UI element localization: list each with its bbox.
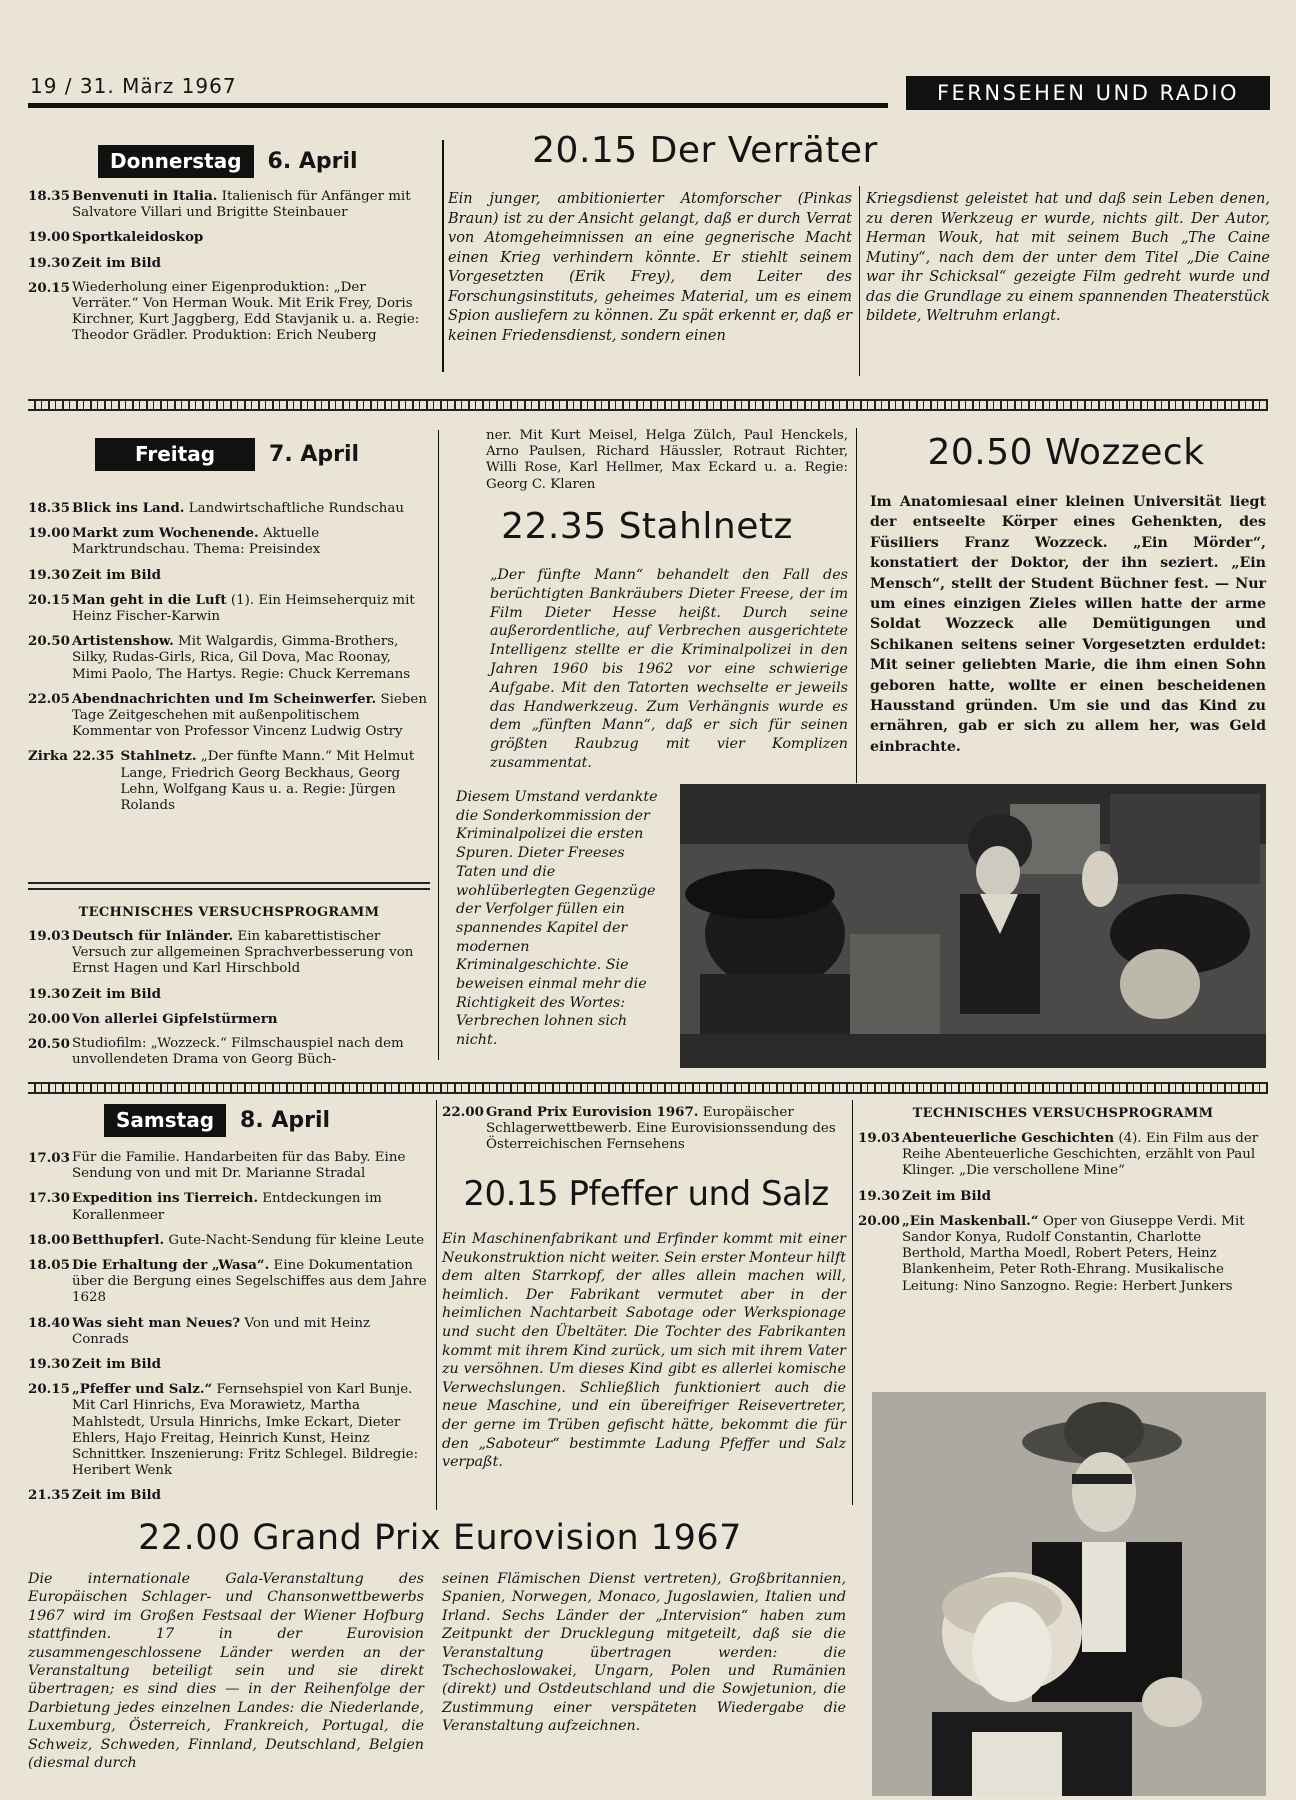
program-time: 19.03 xyxy=(28,928,70,944)
program-title: Zeit im Bild xyxy=(72,566,162,583)
program-time: 22.05 xyxy=(28,690,70,707)
feature-text-grand-prix-col2: seinen Flämischen Dienst vertreten), Großbritannien, Spanien, Norwegen, Monaco, Jugoslawien, Italien und Irland. Sechs Länder der „Intervision“ haben zum Zeitpunkt der Drucklegung mitgeteilt, daß sie die Veranstaltung übertragen werden: die Tschechoslowakei, Ungarn, Polen und Rumänien (direkt) und Ostdeutschland und die Sowjetunion, die Zustimmung einer verspäteten Wiedergabe die Veranstaltung aufzeichnen. xyxy=(442,1571,846,1735)
section-divider xyxy=(28,399,1268,411)
program-list-friday xyxy=(28,500,430,822)
program-title: Sportkaleidoskop xyxy=(72,229,204,246)
tech-program-list-saturday xyxy=(858,1130,1268,1303)
tech-program-title-saturday: TECHNISCHES VERSUCHSPROGRAMM xyxy=(912,1106,1214,1121)
program-title: „Pfeffer und Salz.“ xyxy=(72,1381,213,1398)
program-desc: Entdeckungen im Korallenmeer xyxy=(72,1191,382,1223)
program-time: 17.30 xyxy=(28,1190,70,1207)
program-time: 20.15 xyxy=(28,1381,70,1398)
feature-text-grand-prix-col1: Die internationale Gala-Veranstaltung des Europäischen Schlager- und Chansonwettbewerbs 1967 wird im Großen Festsaal der Wiener Hofburg stattfinden. 17 in der Eurovision zusammengeschlossene Länder werden an der Veranstaltung beteiligt sein und sie direkt übertragen; es sind dies — in der Reihenfolge der Darbietung jedes einzelnen Landes: die Niederlande, Luxemburg, Österreich, Frankreich, Portugal, die Schweiz, Schweden, Finnland, Deutschland, Belgien (diesmal durch xyxy=(28,1571,424,1772)
program-desc: Eine Dokumentation über die Bergung eines Segelschiffes aus dem Jahre 1628 xyxy=(72,1258,427,1306)
program-time: 21.35 xyxy=(28,1487,70,1504)
feature-title-stahlnetz: 22.35 Stahlnetz xyxy=(501,506,793,547)
program-title: Artistenshow. xyxy=(72,633,174,650)
pfeffer-photo xyxy=(872,1392,1266,1796)
program-desc: Von und mit Heinz Conrads xyxy=(72,1315,371,1347)
feature-text-verraeter-col2: Kriegsdienst geleistet hat und daß sein Leben denen, zu deren Werkzeug er wurde, nichts gilt. Der Autor, Herman Wouk, hat mit seinem Buch „The Caine Mutiny“, nach dem der unter dem Titel „Die Caine war ihr Schicksal“ gezeigte Film gedreht wurde und das die Grundlage zu einem spannenden Theaterstück bildete, Weltruhm erlangt. xyxy=(866,191,1270,324)
column-divider xyxy=(859,186,860,376)
program-title: „Ein Maskenball.“ xyxy=(902,1212,1039,1229)
program-time: 20.00 xyxy=(28,1010,70,1027)
program-title: Grand Prix Eurovision 1967. xyxy=(486,1104,699,1120)
program-time: 20.50 xyxy=(28,633,70,650)
column-divider xyxy=(852,1100,853,1505)
program-desc: (4). Ein Film aus der Reihe Abenteuerliche Geschichten, erzählt von Paul Klinger. „Die verschollene Mine“ xyxy=(902,1131,1259,1179)
program-title: Deutsch für Inländer. xyxy=(72,928,234,944)
list-item xyxy=(28,986,430,1003)
list-item xyxy=(858,1213,1268,1295)
section-title: FERNSEHEN UND RADIO xyxy=(906,76,1270,110)
day-header-friday xyxy=(95,438,359,471)
program-time: 19.00 xyxy=(28,229,70,246)
program-title: Zeit im Bild xyxy=(902,1187,992,1204)
program-time: 22.00 xyxy=(442,1104,484,1120)
feature-text-stahlnetz: „Der fünfte Mann“ behandelt den Fall des berüchtigten Bankräubers Dieter Freese, der im Film Dieter Hesse heißt. Durch seine außerordentliche, auf Verbrechen ausgerichtete Intelligenz stellte er die Kriminalpolizei in den Jahren 1960 bis 1962 vor eine schwierige Aufgabe. Mit den Tatorten wechselte er jeweils das Handwerkzeug. Zum Verhängnis wurde es dem „fünften Mann“, daß er sich für seinen größten Raubzug mit vier Komplizen zusammentat. xyxy=(490,567,848,771)
program-continuation: ner. Mit Kurt Meisel, Helga Zülch, Paul Henckels, Arno Paulsen, Richard Häussler, Rotraut Richter, Willi Rose, Karl Hellmer, Max Eckard u. a. Regie: Georg C. Klaren xyxy=(486,428,848,492)
feature-title-grand-prix: 22.00 Grand Prix Eurovision 1967 xyxy=(138,1518,742,1558)
program-desc: (1). Ein Heimseherquiz mit Heinz Fischer-Karwin xyxy=(72,592,415,625)
photo-scene-image xyxy=(680,784,1266,1068)
program-time: 19.00 xyxy=(28,525,70,542)
program-title: Zeit im Bild xyxy=(72,1487,162,1504)
day-date: 8. April xyxy=(240,1108,331,1133)
program-time: 19.30 xyxy=(28,985,70,1002)
program-time: Zirka 22.35 xyxy=(28,748,115,765)
list-item xyxy=(28,188,430,221)
list-item xyxy=(858,1130,1268,1180)
list-item xyxy=(28,525,430,558)
feature-title-verraeter: 20.15 Der Verräter xyxy=(532,130,878,171)
list-item xyxy=(28,500,430,517)
list-item xyxy=(28,229,430,246)
program-title: Was sieht man Neues? xyxy=(72,1314,241,1331)
list-item xyxy=(28,633,430,683)
list-item xyxy=(28,1356,430,1373)
list-item xyxy=(28,1011,430,1028)
day-label: Donnerstag xyxy=(98,145,254,178)
section-divider xyxy=(28,1082,1268,1094)
list-item xyxy=(28,1257,430,1307)
divider-double xyxy=(28,882,430,890)
day-date: 6. April xyxy=(267,149,358,174)
program-time: 20.15 xyxy=(28,279,70,296)
program-desc: Italienisch für Anfänger mit Salvatore Villari und Brigitte Steinbauer xyxy=(72,189,411,221)
day-label: Samstag xyxy=(104,1104,226,1137)
program-desc: Gute-Nacht-Sendung für kleine Leute xyxy=(168,1232,425,1248)
list-item xyxy=(28,1190,430,1223)
list-item-grand-prix xyxy=(442,1104,846,1154)
stahlnetz-photo xyxy=(680,784,1266,1068)
program-time: 18.00 xyxy=(28,1231,70,1248)
tech-program-title: TECHNISCHES VERSUCHSPROGRAMM xyxy=(78,905,380,920)
list-item xyxy=(28,1150,430,1182)
column-divider xyxy=(856,428,857,783)
feature-text-wozzeck: Im Anatomiesaal einer kleinen Universität liegt der entseelte Körper eines Gehenkten, des Füsiliers Franz Wozzeck. „Ein Mörder“, konstatiert der Doktor, der ihn seziert. „Ein Mensch“, stellt der Student Büchner fest. — Nur um eines einzigen Zieles willen hatte der arme Soldat Wozzeck alle Demütigungen und Schikanen seitens seiner Vorgesetzten erduldet: Mit seiner geliebten Marie, die ihm einen Sohn geboren hatte, wollte er einen bescheidenen Hausstand gründen. Um sie und das Kind zu ernähren, gab er sich zu allem her, was Geld einbrachte. xyxy=(870,494,1266,755)
program-title: Betthupferl. xyxy=(72,1231,165,1248)
list-item xyxy=(28,748,430,814)
feature-text-verraeter-col1: Ein junger, ambitionierter Atomforscher (Pinkas Braun) ist zu der Ansicht gelangt, daß er durch Verrat von Atomgeheimnissen an eine gegnerische Macht einen Krieg verhindern könnte. Er stiehlt seinem Vorgesetzten (Erik Frey), dem Leiter des Forschungsinstituts, geheimes Material, um es einem Spion ausliefern zu können. Zu spät erkennt er, daß er keinen Friedensdienst, sondern einen xyxy=(448,191,852,344)
list-item xyxy=(28,691,430,741)
list-item xyxy=(28,1036,430,1068)
header-rule xyxy=(28,103,888,108)
day-label: Freitag xyxy=(95,438,255,471)
program-title: Man geht in die Luft xyxy=(72,591,227,608)
program-desc: Fernsehspiel von Karl Bunje. Mit Carl Hinrichs, Eva Morawietz, Martha Mahlstedt, Ursula Hinrichs, Imke Eckart, Dieter Ehlers, Hajo Freitag, Heinrich Kunst, Heinz Schnittker. Inszenierung: Fritz Schlegel. Bildregie: Heribert Wenk xyxy=(72,1382,419,1479)
program-title: Abenteuerliche Geschichten xyxy=(902,1130,1115,1146)
list-item xyxy=(28,928,430,978)
program-title: Zeit im Bild xyxy=(72,254,162,271)
list-item xyxy=(28,592,430,625)
list-item xyxy=(858,1188,1268,1205)
program-time: 18.35 xyxy=(28,500,70,516)
photo-scene-image xyxy=(872,1392,1266,1796)
column-divider xyxy=(436,1100,437,1510)
program-title: Expedition ins Tierreich. xyxy=(72,1190,258,1207)
program-time: 19.30 xyxy=(28,566,70,583)
list-item xyxy=(28,1232,430,1249)
program-time: 17.03 xyxy=(28,1150,70,1166)
day-header-thursday xyxy=(98,145,358,178)
program-title: Benvenuti in Italia. xyxy=(72,188,218,204)
program-desc: Wiederholung einer Eigenproduktion: „Der Verräter.“ Von Herman Wouk. Mit Erik Frey, Doris Kirchner, Kurt Jaggberg, Edd Stavjanik u. a. Regie: Theodor Grädler. Produktion: Erich Neuberg xyxy=(72,279,420,344)
feature-title-wozzeck: 20.50 Wozzeck xyxy=(927,432,1205,473)
program-time: 19.30 xyxy=(858,1187,900,1204)
program-time: 18.05 xyxy=(28,1257,70,1274)
program-list-saturday xyxy=(28,1150,430,1513)
page-number-date: 19 / 31. März 1967 xyxy=(30,74,237,98)
program-title: Die Erhaltung der „Wasa“. xyxy=(72,1257,270,1274)
program-time: 19.03 xyxy=(858,1130,900,1146)
program-time: 19.30 xyxy=(28,254,70,271)
day-date: 7. April xyxy=(269,442,360,467)
program-title: Abendnachrichten und Im Scheinwerfer. xyxy=(72,690,377,707)
program-time: 18.35 xyxy=(28,188,70,204)
program-desc: Für die Familie. Handarbeiten für das Baby. Eine Sendung von und mit Dr. Marianne Stradal xyxy=(72,1150,406,1182)
program-title: Stahlnetz. xyxy=(120,748,197,765)
list-item xyxy=(28,567,430,584)
tech-program-list-friday xyxy=(28,928,430,1076)
program-desc: Aktuelle Marktrundschau. Thema: Preisindex xyxy=(72,526,321,558)
program-desc: Mit Walgardis, Gimma-Brothers, Silky, Rudas-Girls, Rica, Gil Dova, Mac Roonay, Mimi Paolo, The Hartys. Regie: Chuck Kerremans xyxy=(72,634,411,682)
program-list-thursday xyxy=(28,188,430,353)
program-title: Blick ins Land. xyxy=(72,500,185,516)
program-desc: „Der fünfte Mann.“ Mit Helmut Lange, Friedrich Georg Beckhaus, Georg Lehn, Wolfgang Kaus u. a. Regie: Jürgen Rolands xyxy=(120,749,415,814)
day-header-saturday xyxy=(104,1104,330,1137)
program-title: Markt zum Wochenende. xyxy=(72,525,259,542)
program-desc: Oper von Giuseppe Verdi. Mit Sandor Konya, Rudolf Constantin, Charlotte Berthold, Martha Moedl, Robert Peters, Heinz Blankenheim, Peter Roth-Ehrang. Musikalische Leitung: Nino Sanzogno. Regie: Herbert Junkers xyxy=(902,1213,1245,1294)
program-desc: Studiofilm: „Wozzeck.“ Filmschauspiel nach dem unvollendeten Drama von Georg Büch- xyxy=(72,1036,404,1068)
program-time: 20.00 xyxy=(858,1212,900,1229)
list-item xyxy=(28,280,430,345)
column-divider xyxy=(438,430,439,1060)
column-divider xyxy=(442,140,444,372)
program-time: 20.50 xyxy=(28,1036,70,1053)
program-desc: Europäischer Schlagerwettbewerb. Eine Eurovisionssendung des Österreichischen Fernsehens xyxy=(486,1105,836,1153)
program-title: Zeit im Bild xyxy=(72,1356,162,1373)
list-item xyxy=(28,1315,430,1348)
feature-title-pfeffer: 20.15 Pfeffer und Salz xyxy=(463,1174,829,1214)
program-time: 19.30 xyxy=(28,1356,70,1373)
feature-text-pfeffer: Ein Maschinenfabrikant und Erfinder kommt mit einer Neukonstruktion nicht weiter. Sein erster Monteur hilft dem alten Starrkopf, der alles allein machen will, heimlich. Der Fabrikant vermutet aber in der heimlichen Nachtarbeit Sabotage oder Werkspionage und sucht den Übeltäter. Die Tochter des Fabrikanten kommt mit ihrem Kind zurück, um sich mit ihrem Vater zu versöhnen. Um dieses Kind gibt es allerlei komische Verwechslungen. Schließlich funktioniert auch die neue Maschine, und ein übereifriger Reisevertreter, der gerne im Trüben gefischt hätte, bekommt die für den „Saboteur“ bestimmte Ladung Pfeffer und Salz verpaßt. xyxy=(442,1231,846,1471)
feature-text-stahlnetz-2: Diesem Umstand verdankte die Sonderkommission der Kriminalpolizei die ersten Spuren. Dieter Freeses Taten und die wohlüberlegten Gegenzüge der Verfolger füllen ein spannendes Kapitel der modernen Kriminalgeschichte. Sie beweisen einmal mehr die Richtigkeit des Wortes: Verbrechen lohnen sich nicht. xyxy=(456,789,658,1049)
list-item xyxy=(28,255,430,272)
program-title: Zeit im Bild xyxy=(72,985,162,1002)
program-desc: Ein kabarettistischer Versuch zur allgemeinen Sprachverbesserung von Ernst Hagen und Karl Hirschbold xyxy=(72,929,414,977)
list-item xyxy=(28,1381,430,1479)
program-time: 20.15 xyxy=(28,591,70,608)
program-desc: Sieben Tage Zeitgeschehen mit außenpolitischem Kommentar von Professor Vincenz Ludwig Ostry xyxy=(72,691,427,740)
program-desc: Landwirtschaftliche Rundschau xyxy=(188,501,405,516)
list-item xyxy=(28,1487,430,1504)
program-time: 18.40 xyxy=(28,1314,70,1331)
program-title: Von allerlei Gipfelstürmern xyxy=(72,1010,278,1027)
